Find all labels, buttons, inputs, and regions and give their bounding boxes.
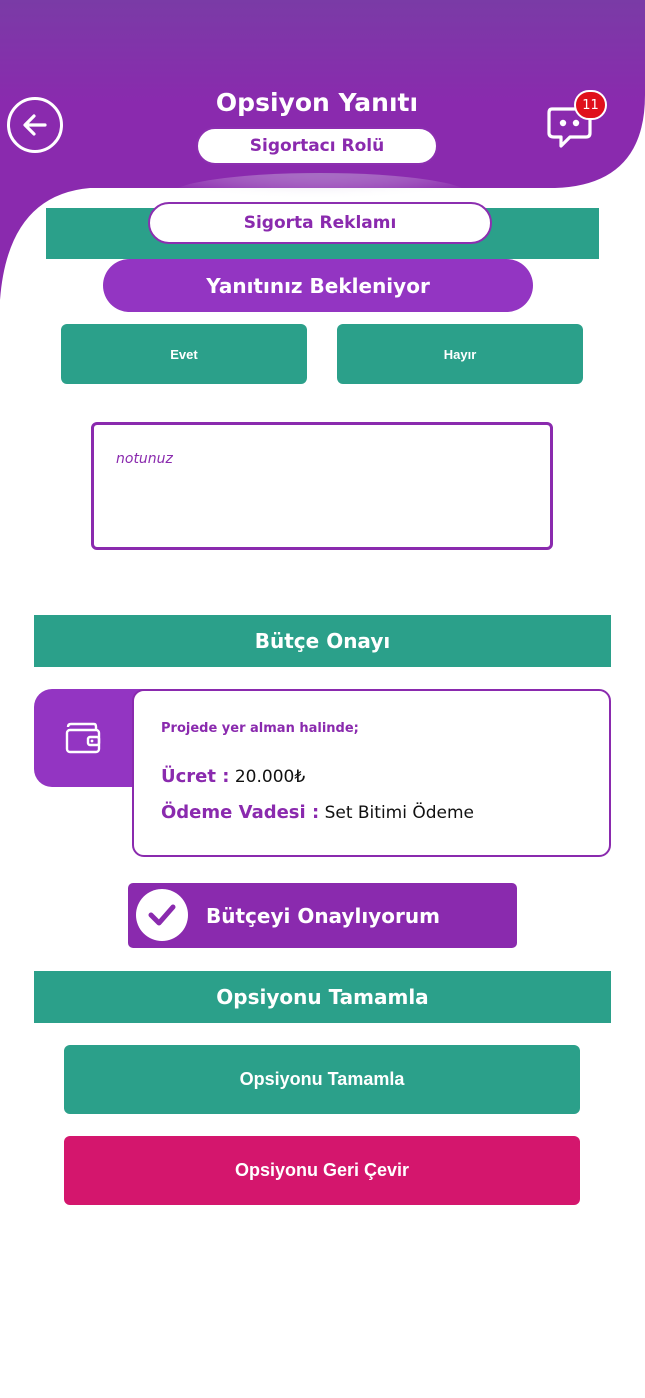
budget-intro: Projede yer alman halinde; <box>161 721 359 736</box>
approve-budget-checkbox[interactable] <box>128 883 517 948</box>
approve-budget-label: Bütçeyi Onaylıyorum <box>206 903 440 928</box>
yes-button[interactable]: Evet <box>61 324 307 384</box>
wallet-icon <box>64 721 102 755</box>
reject-option-button[interactable]: Opsiyonu Geri Çevir <box>64 1136 580 1205</box>
checkmark-icon <box>145 898 179 932</box>
payment-term-value: Set Bitimi Ödeme <box>324 803 475 823</box>
complete-option-button[interactable]: Opsiyonu Tamamla <box>64 1045 580 1114</box>
ad-label: Sigorta Reklamı <box>148 202 492 244</box>
role-badge: Sigortacı Rolü <box>196 127 438 165</box>
notification-badge: 11 <box>574 90 607 120</box>
status-badge: Yanıtınız Bekleniyor <box>103 259 533 312</box>
fee-value: 20.000₺ <box>234 767 306 787</box>
budget-info-card <box>132 689 611 857</box>
wallet-panel <box>34 689 144 787</box>
page-title: Opsiyon Yanıtı <box>215 88 419 117</box>
fee-row <box>161 766 305 787</box>
payment-term-row <box>161 802 474 823</box>
no-button[interactable]: Hayır <box>337 324 583 384</box>
note-field[interactable] <box>91 422 553 550</box>
fee-label: Ücret : <box>161 766 230 787</box>
payment-term-label: Ödeme Vadesi : <box>161 802 320 823</box>
checkbox-circle <box>136 889 188 941</box>
completion-section-title: Opsiyonu Tamamla <box>34 971 611 1023</box>
budget-section-title: Bütçe Onayı <box>34 615 611 667</box>
